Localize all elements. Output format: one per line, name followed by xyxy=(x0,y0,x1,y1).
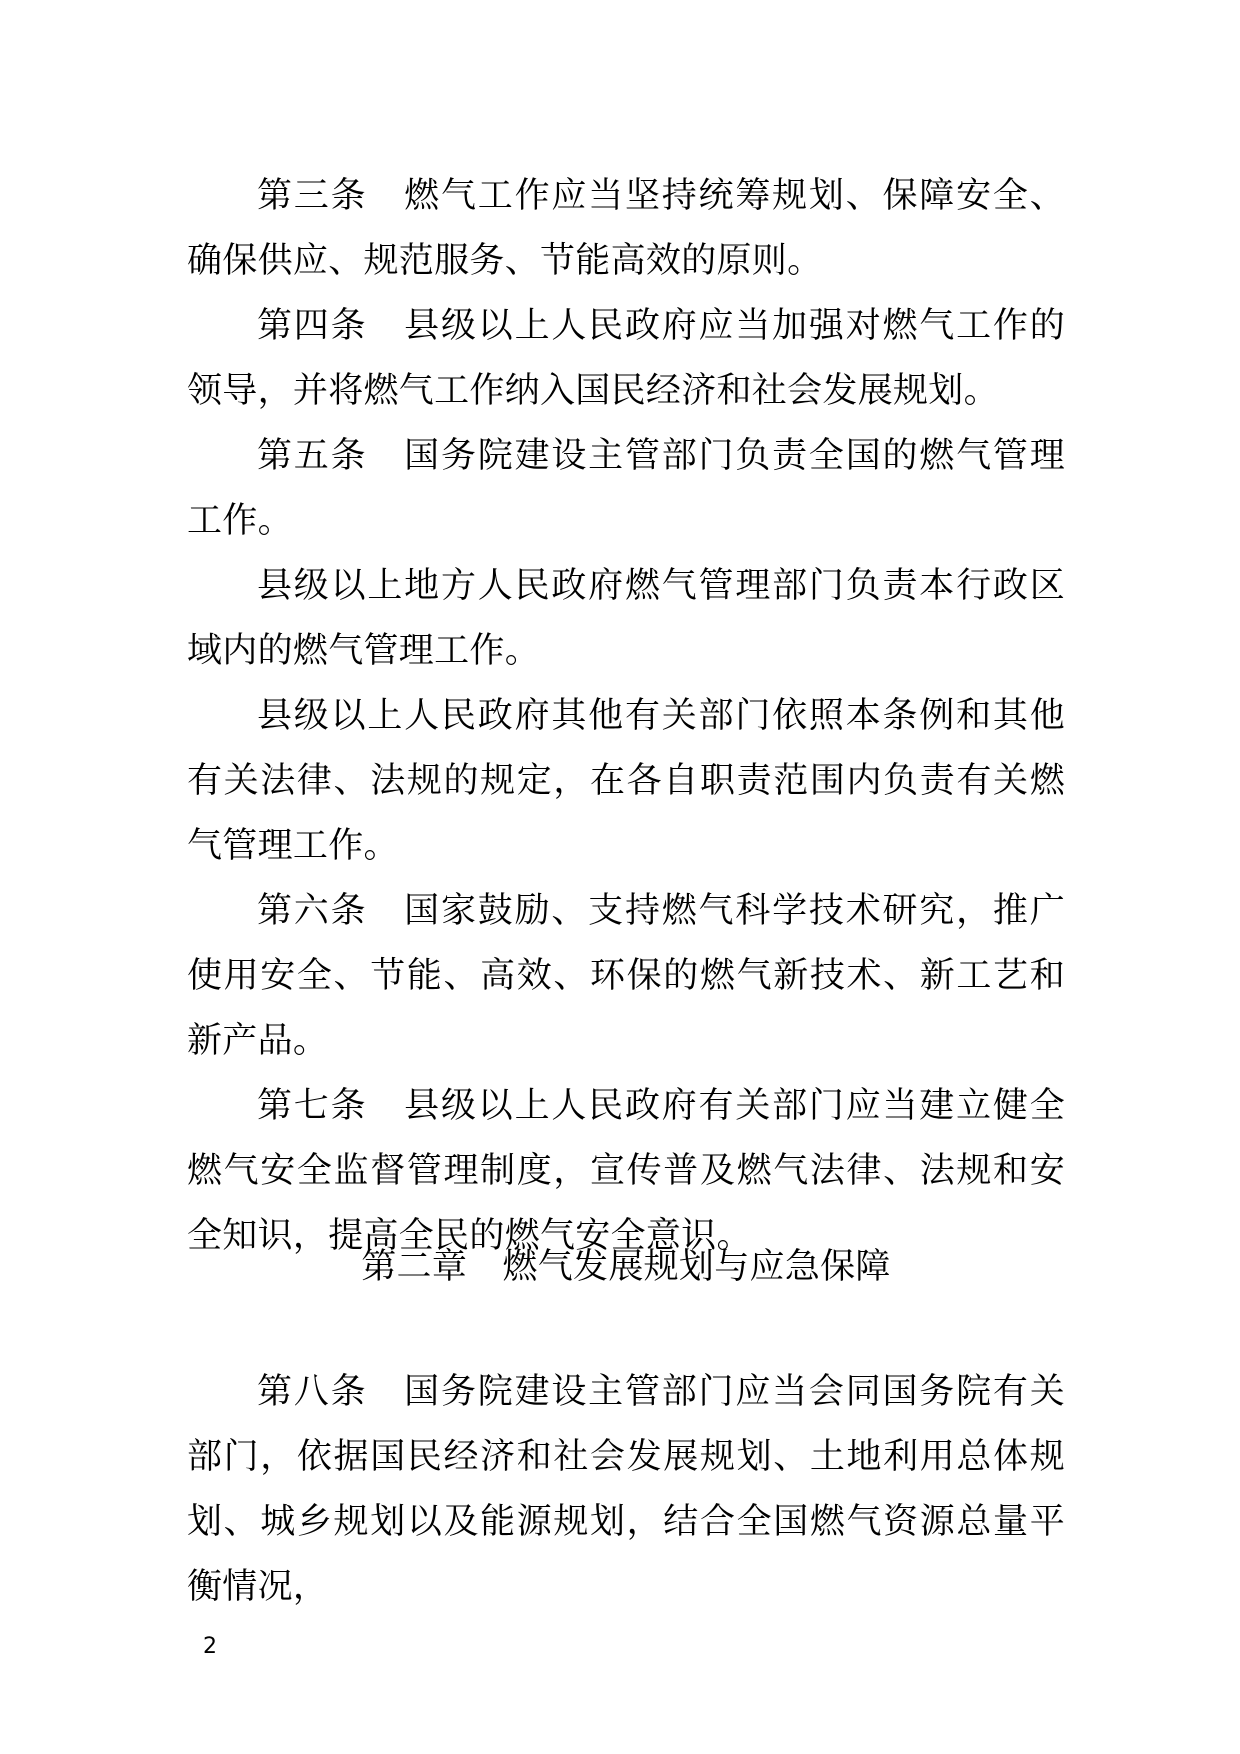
article-5-clause-2-paragraph: 县级以上地方人民政府燃气管理部门负责本行政区域内的燃气管理工作。 xyxy=(187,566,1065,671)
article-3-paragraph: 第三条 燃气工作应当坚持统筹规划、保障安全、确保供应、规范服务、节能高效的原则。 xyxy=(187,176,1065,281)
page-number: 2 xyxy=(203,1634,217,1659)
article-6-paragraph: 第六条 国家鼓励、支持燃气科学技术研究，推广使用安全、节能、高效、环保的燃气新技术、新工艺和新产品。 xyxy=(187,891,1065,1061)
body-text-block xyxy=(187,164,1065,1269)
body-text-block-2 xyxy=(187,1360,1065,1620)
chapter-heading: 第二章 燃气发展规划与应急保障 xyxy=(361,1247,891,1287)
article-8-paragraph: 第八条 国务院建设主管部门应当会同国务院有关部门，依据国民经济和社会发展规划、土地利用总体规划、城乡规划以及能源规划，结合全国燃气资源总量平衡情况， xyxy=(187,1372,1065,1607)
article-5-paragraph: 第五条 国务院建设主管部门负责全国的燃气管理工作。 xyxy=(187,436,1065,541)
article-7-paragraph: 第七条 县级以上人民政府有关部门应当建立健全燃气安全监督管理制度，宣传普及燃气法律、法规和安全知识，提高全民的燃气安全意识。 xyxy=(187,1086,1065,1256)
article-5-clause-3-paragraph: 县级以上人民政府其他有关部门依照本条例和其他有关法律、法规的规定，在各自职责范围内负责有关燃气管理工作。 xyxy=(187,696,1065,866)
article-4-paragraph: 第四条 县级以上人民政府应当加强对燃气工作的领导，并将燃气工作纳入国民经济和社会发展规划。 xyxy=(187,306,1065,411)
